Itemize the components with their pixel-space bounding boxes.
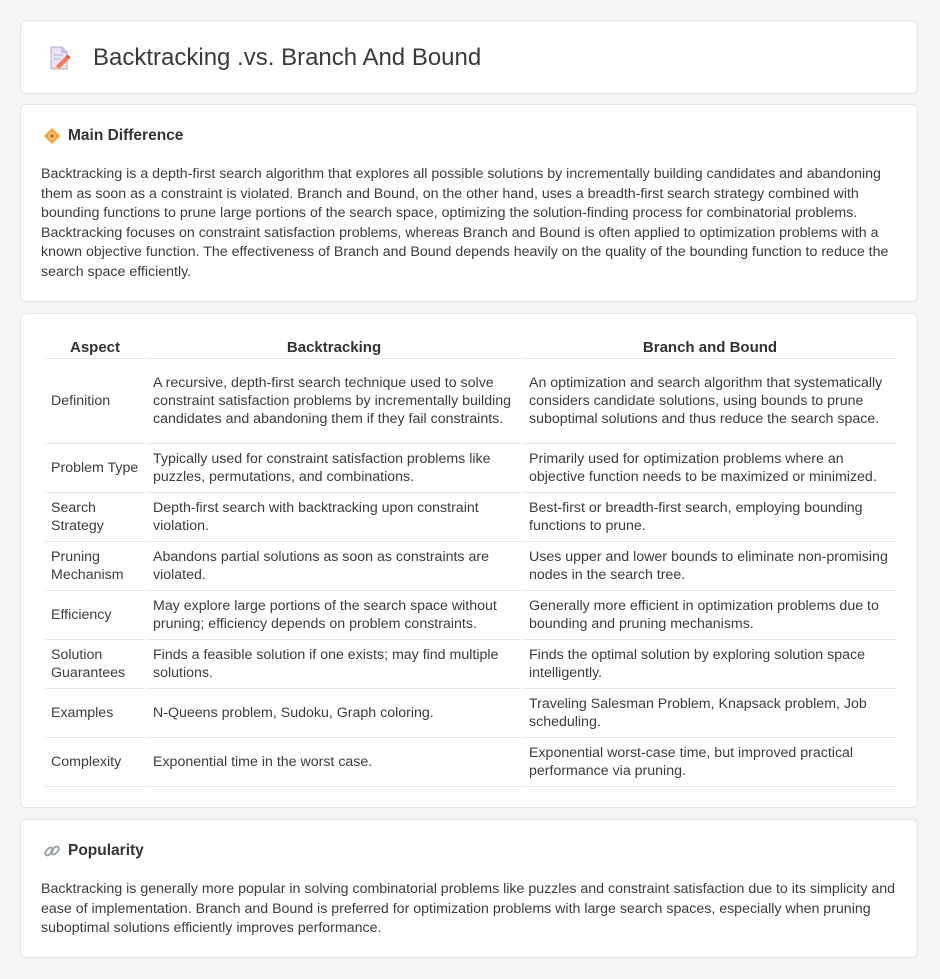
main-difference-heading [43, 127, 183, 145]
cell-aspect: Pruning Mechanism [45, 542, 145, 591]
popularity-heading [43, 842, 144, 860]
cell-backtracking: N-Queens problem, Sudoku, Graph coloring. [147, 689, 521, 738]
title-card [20, 20, 918, 94]
table-row [45, 591, 897, 640]
cell-backtracking: A recursive, depth-first search technique used to solve constraint satisfaction problems by incrementally building candidates and abandoning them if they fail constraints. [147, 359, 521, 444]
cell-backtracking: Typically used for constraint satisfaction problems like puzzles, permutations, and combinations. [147, 444, 521, 493]
header-backtracking: Backtracking [147, 336, 521, 359]
link-icon [43, 842, 61, 860]
table-row [45, 738, 897, 787]
cell-branch-and-bound: Exponential worst-case time, but improved practical performance via pruning. [523, 738, 897, 787]
table-row [45, 689, 897, 738]
cell-branch-and-bound: Uses upper and lower bounds to eliminate non-promising nodes in the search tree. [523, 542, 897, 591]
cell-aspect: Complexity [45, 738, 145, 787]
main-difference-text: Backtracking is a depth-first search algorithm that explores all possible solutions by incrementally building candidates and abandoning them as soon as a constraint is violated. Branch and Bound, on the other hand, uses a breadth-first search strategy combined with bounding functions to prune large portions of the search space, optimizing the solution-finding process for combinatorial problems. Backtracking focuses on constraint satisfaction problems, whereas Branch and Bound is often applied to optimization problems with a known objective function. The effectiveness of Branch and Bound depends heavily on the quality of the bounding function to reduce the search space efficiently. [41, 166, 889, 280]
table-row [45, 640, 897, 689]
cell-aspect: Examples [45, 689, 145, 738]
cell-backtracking: Depth-first search with backtracking upon constraint violation. [147, 493, 521, 542]
cell-branch-and-bound: Traveling Salesman Problem, Knapsack problem, Job scheduling. [523, 689, 897, 738]
cell-aspect: Definition [45, 359, 145, 444]
table-row [45, 542, 897, 591]
cell-branch-and-bound: Best-first or breadth-first search, employing bounding functions to prune. [523, 493, 897, 542]
cell-aspect: Search Strategy [45, 493, 145, 542]
comparison-card [20, 313, 918, 808]
document-edit-icon [45, 44, 73, 72]
table-header-row [45, 336, 897, 359]
cell-branch-and-bound: An optimization and search algorithm that systematically considers candidate solutions, using bounds to prune suboptimal solutions and thus reduce the search space. [523, 359, 897, 444]
title-row [45, 21, 481, 95]
table-row [45, 359, 897, 444]
popularity-card [20, 819, 918, 958]
cell-branch-and-bound: Primarily used for optimization problems where an objective function needs to be maximized or minimized. [523, 444, 897, 493]
header-branch-and-bound: Branch and Bound [523, 336, 897, 359]
table-row [45, 493, 897, 542]
cell-backtracking: Abandons partial solutions as soon as constraints are violated. [147, 542, 521, 591]
page-title: Backtracking .vs. Branch And Bound [93, 44, 482, 71]
cell-branch-and-bound: Finds the optimal solution by exploring solution space intelligently. [523, 640, 897, 689]
cell-backtracking: May explore large portions of the search space without pruning; efficiency depends on problem constraints. [147, 591, 521, 640]
cell-aspect: Efficiency [45, 591, 145, 640]
main-difference-title: Main Difference [68, 127, 184, 144]
diamond-icon [43, 127, 61, 145]
comparison-table [43, 336, 899, 787]
popularity-text: Backtracking is generally more popular in solving combinatorial problems like puzzles and constraint satisfaction due to its simplicity and ease of implementation. Branch and Bound is preferred for optimization problems with large search spaces, especially when pruning suboptimal solutions efficiently improves performance. [41, 881, 896, 937]
popularity-title: Popularity [68, 842, 144, 859]
cell-branch-and-bound: Generally more efficient in optimization problems due to bounding and pruning mechanisms. [523, 591, 897, 640]
cell-backtracking: Exponential time in the worst case. [147, 738, 521, 787]
main-difference-card [20, 104, 918, 302]
table-row [45, 444, 897, 493]
cell-aspect: Solution Guarantees [45, 640, 145, 689]
cell-aspect: Problem Type [45, 444, 145, 493]
header-aspect: Aspect [45, 336, 145, 359]
cell-backtracking: Finds a feasible solution if one exists; may find multiple solutions. [147, 640, 521, 689]
